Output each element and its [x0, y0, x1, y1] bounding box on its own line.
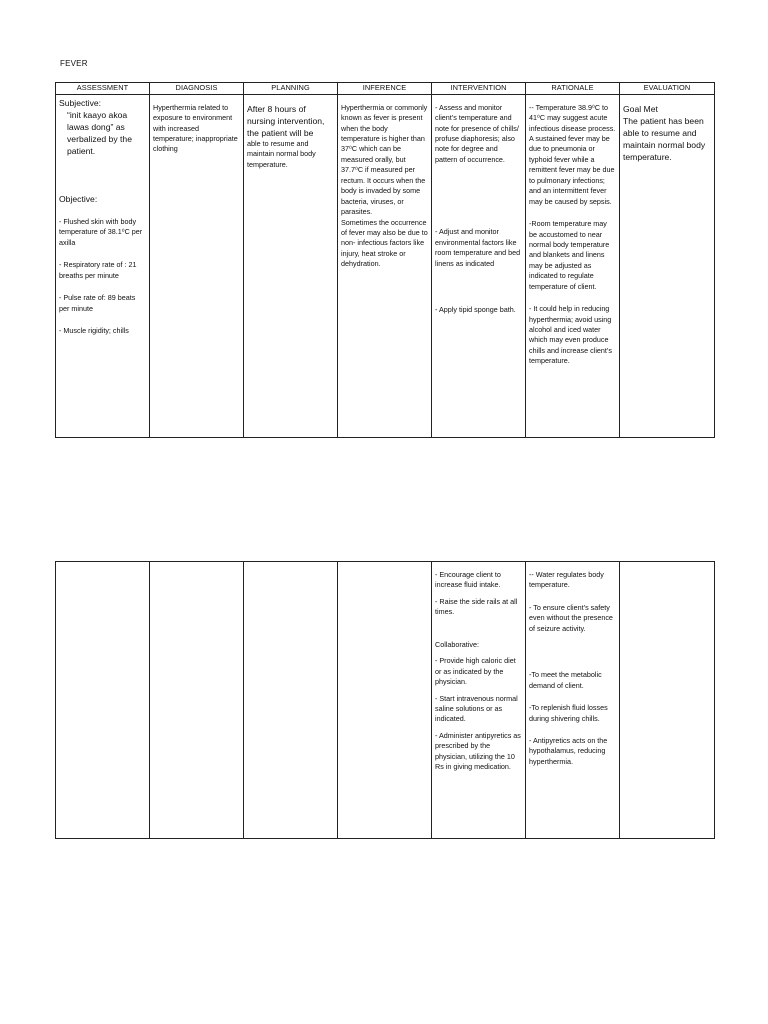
intervention-item: - Start intravenous normal saline solutions or as indicated. — [435, 693, 518, 724]
planning-cell — [244, 94, 338, 437]
planning-rest: able to resume and maintain normal body temperature. — [247, 138, 316, 169]
subjective-quote: “init kaayo akoa lawas dong” as verbalized by the patient. — [67, 109, 132, 156]
rationale-item: -- Water regulates body temperature. — [529, 570, 604, 590]
objective-item: - Flushed skin with body temperature of 38.1⁰C per axilla — [59, 216, 143, 247]
evaluation-text: The patient has been able to resume and maintain normal body temperature. — [623, 115, 706, 162]
header-evaluation: EVALUATION — [620, 83, 715, 95]
rationale-item: - It could help in reducing hyperthermia; avoid using alcohol and iced water which may even produce chills and increase client’s temperature. — [529, 304, 612, 366]
rationale-item: -To meet the metabolic demand of client. — [529, 670, 602, 690]
inference-cell — [338, 94, 432, 437]
diagnosis-cell — [150, 562, 244, 839]
intervention-item: - Adjust and monitor environmental factors like room temperature and bed linens as indicated — [435, 227, 521, 268]
inference-text: Hyperthermia or commonly known as fever is present when the body temperature is higher than 37⁰C which can be measured orally, but 37.7⁰C if measured per rectum. It occurs when the body is invaded by some bacteria, viruses, or parasites. Sometimes the occurrence of fever may also be due to non- infectious factors like injury, heat stroke or dehydration. — [341, 102, 428, 269]
inference-cell — [338, 562, 432, 839]
planning-cell — [244, 562, 338, 839]
objective-item: - Muscle rigidity; chills — [59, 325, 129, 335]
evaluation-cell — [620, 94, 715, 437]
objective-label: Objective: — [59, 193, 98, 204]
rationale-item: -- Temperature 38.9⁰C to 41⁰C may suggest acute infectious disease process. A sustained fever may be due to pneumonia or typhoid fever while a remittent fever may be due to pulmonary infections; and an intermittent fever may be caused by sepsis. — [529, 102, 616, 206]
subjective-label: Subjective: — [59, 97, 102, 108]
evaluation-cell — [620, 562, 715, 839]
diagnosis-text: Hyperthermia related to exposure to environment with increased temperature; inappropriate clothing — [153, 102, 238, 154]
header-rationale: RATIONALE — [526, 83, 620, 95]
assessment-cell — [56, 94, 150, 437]
rationale-cell — [526, 562, 620, 839]
intervention-item: - Apply tipid sponge bath. — [435, 305, 516, 315]
intervention-cell — [432, 562, 526, 839]
intervention-item: - Encourage client to increase fluid intake. — [435, 570, 501, 590]
intervention-item: - Raise the side rails at all times. — [435, 596, 518, 617]
intervention-cell — [432, 94, 526, 437]
intervention-item: - Assess and monitor client’s temperature and note for presence of chills/ profuse diaphoresis; also note for degree and pattern of occurrence. — [435, 102, 519, 164]
header-inference: INFERENCE — [338, 83, 432, 95]
rationale-item: -To replenish fluid losses during shivering chills. — [529, 703, 608, 723]
diagnosis-cell — [150, 94, 244, 437]
objective-item: - Respiratory rate of : 21 breaths per minute — [59, 260, 137, 280]
header-assessment: ASSESSMENT — [56, 83, 150, 95]
collaborative-label: Collaborative: — [435, 639, 479, 649]
intervention-item: - Provide high caloric diet or as indicated by the physician. — [435, 656, 516, 687]
header-planning: PLANNING — [244, 83, 338, 95]
table-row — [56, 562, 715, 839]
rationale-cell — [526, 94, 620, 437]
header-intervention: INTERVENTION — [432, 83, 526, 95]
care-plan-continuation-table — [55, 561, 715, 839]
intervention-item: - Administer antipyretics as prescribed by the physician, utilizing the 10 Rs in giving medication. — [435, 730, 521, 772]
rationale-item: - Antipyretics acts on the hypothalamus, reducing hyperthermia. — [529, 735, 608, 766]
table-header-row — [56, 83, 715, 95]
planning-lead: After 8 hours of nursing intervention, the patient will be — [247, 103, 325, 138]
header-diagnosis: DIAGNOSIS — [150, 83, 244, 95]
document-title: FEVER — [60, 59, 88, 68]
rationale-item: - To ensure client’s safety even without the presence of seizure activity. — [529, 602, 613, 633]
assessment-cell — [56, 562, 150, 839]
evaluation-label: Goal Met — [623, 103, 658, 114]
objective-item: - Pulse rate of: 89 beats per minute — [59, 293, 136, 313]
rationale-item: -Room temperature may be accustomed to near normal body temperature and blankets and linens may be adjusted as indicated to regulate temperature of client. — [529, 219, 610, 291]
care-plan-table — [55, 82, 715, 438]
table-row — [56, 94, 715, 437]
